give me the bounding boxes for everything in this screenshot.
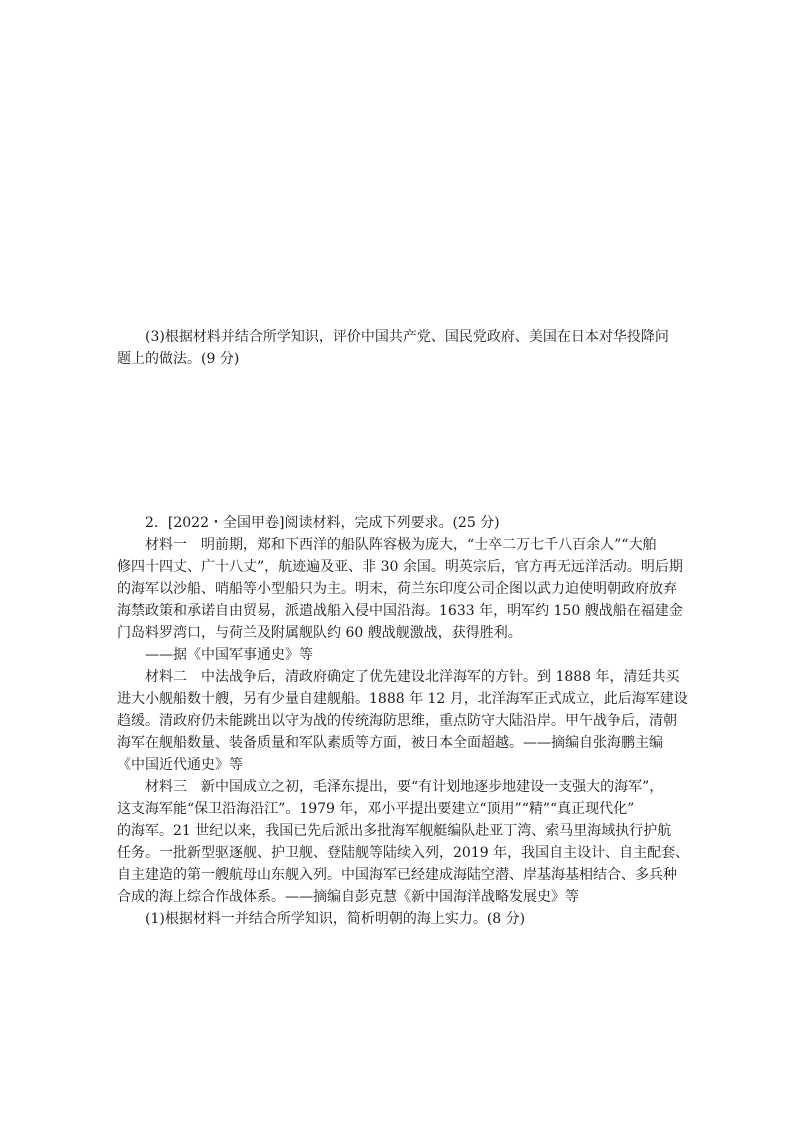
q3-text-line-2: 题上的做法。(9 分) (117, 351, 240, 367)
material1-line: 海禁政策和承诺自由贸易，派遣战船入侵中国沿海。1633 年，明军约 150 艘战船在福建金 (117, 603, 683, 619)
material1-source: ——据《中国军事通史》等 (145, 647, 313, 663)
material2-line: 材料二 中法战争后，清政府确定了优先建设北洋海军的方针。到 1888 年，清廷共买 (145, 669, 680, 685)
material3-line: 的海军。21 世纪以来，我国已先后派出多批海军舰艇编队赴亚丁湾、索马里海域执行护航 (117, 823, 672, 839)
material2-line: 进大小舰船数十艘，另有少量自建舰船。1888 年 12 月，北洋海军正式成立，此后海军建设 (117, 691, 688, 707)
material1-line: 门岛料罗湾口，与荷兰及附属舰队约 60 艘战舰激战，获得胜利。 (117, 625, 522, 641)
material2-line: 《中国近代通史》等 (117, 757, 243, 773)
question-1: (1)根据材料一并结合所学知识，简析明朝的海上实力。(8 分) (145, 911, 526, 927)
material3-line: 自主建造的第一艘航母山东舰入列。中国海军已经建成海陆空潜、岸基海基相结合、多兵种 (117, 867, 677, 883)
q2-header: 2．[2022・全国甲卷]阅读材料，完成下列要求。(25 分) (145, 515, 500, 531)
q3-text-line-1: (3)根据材料并结合所学知识，评价中国共产党、国民党政府、美国在日本对华投降问 (145, 329, 669, 345)
material2-line: 海军在舰船数量、装备质量和军队素质等方面，被日本全面超越。——摘编自张海鹏主编 (117, 735, 663, 751)
material3-line: 任务。一批新型驱逐舰、护卫舰、登陆舰等陆续入列，2019 年，我国自主设计、自主配套、 (117, 845, 690, 861)
material1-line: 修四十四丈、广十八丈”，航迹遍及亚、非 30 余国。明英宗后，官方再无远洋活动。明后期 (117, 559, 683, 575)
material1-line: 材料一 明前期，郑和下西洋的船队阵容极为庞大，“士卒二万七千八百余人”“大舶 (145, 537, 657, 553)
material3-line: 这支海军能“保卫沿海沿江”。1979 年，邓小平提出要建立“顶用”“精”“真正现代化” (117, 801, 635, 817)
material3-line: 材料三 新中国成立之初，毛泽东提出，要“有计划地逐步地建设一支强大的海军”， (145, 779, 664, 795)
material2-line: 趋缓。清政府仍未能跳出以守为战的传统海防思维，重点防守大陆沿岸。甲午战争后，清朝 (117, 713, 677, 729)
material3-line: 合成的海上综合作战体系。——摘编自彭克慧《新中国海洋战略发展史》等 (117, 889, 579, 905)
material1-line: 的海军以沙船、哨船等小型船只为主。明末，荷兰东印度公司企图以武力迫使明朝政府放弃 (117, 581, 677, 597)
